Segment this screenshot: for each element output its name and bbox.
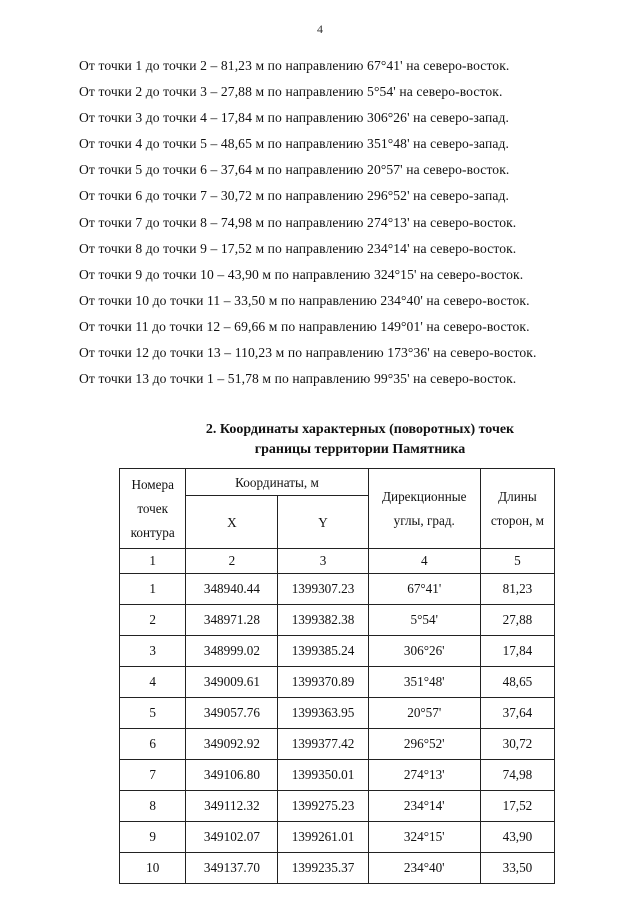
length-cell: 43,90 (480, 822, 554, 853)
table-row (120, 822, 555, 853)
header-x: X (186, 496, 278, 549)
header-point-line-3: контура (130, 524, 175, 540)
y-cell: 1399377.42 (278, 729, 368, 760)
header-lengths-line-1: Длины (498, 488, 537, 504)
angle-cell: 296°52' (368, 729, 480, 760)
y-cell: 1399370.89 (278, 667, 368, 698)
table-row (120, 574, 555, 605)
length-cell: 30,72 (480, 729, 554, 760)
segment-line: От точки 10 до точки 11 – 33,50 м по направлению 234°40' на северо-восток. (79, 292, 530, 308)
column-index-cell: 5 (480, 549, 554, 574)
segment-line: От точки 11 до точки 12 – 69,66 м по направлению 149°01' на северо-восток. (79, 318, 530, 334)
x-cell: 349092.92 (186, 729, 278, 760)
column-index-cell: 3 (278, 549, 368, 574)
header-lengths-line-2: сторон, м (490, 512, 545, 528)
length-cell: 81,23 (480, 574, 554, 605)
header-angles-line-1: Дирекционные (382, 488, 467, 504)
length-cell: 27,88 (480, 605, 554, 636)
segment-line: От точки 9 до точки 10 – 43,90 м по направлению 324°15' на северо-восток. (79, 266, 524, 282)
point-number-cell: 10 (120, 853, 186, 884)
x-cell: 348940.44 (186, 574, 278, 605)
segment-descriptions (79, 53, 620, 392)
segment-line: От точки 1 до точки 2 – 81,23 м по направлению 67°41' на северо-восток. (79, 58, 510, 73)
table-row (120, 636, 555, 667)
angle-cell: 234°14' (368, 791, 480, 822)
y-cell: 1399350.01 (278, 760, 368, 791)
point-number-cell: 9 (120, 822, 186, 853)
segment-line: От точки 12 до точки 13 – 110,23 м по направлению 173°36' на северо-восток. (79, 345, 537, 361)
point-number-cell: 6 (120, 729, 186, 760)
y-cell: 1399382.38 (278, 605, 368, 636)
header-y: Y (278, 496, 368, 549)
y-cell: 1399307.23 (278, 574, 368, 605)
segment-line: От точки 4 до точки 5 – 48,65 м по направлению 351°48' на северо-запад. (79, 136, 509, 152)
x-cell: 349106.80 (186, 760, 278, 791)
angle-cell: 274°13' (368, 760, 480, 791)
column-index-cell: 2 (186, 549, 278, 574)
table-row (120, 667, 555, 698)
table-row (120, 605, 555, 636)
y-cell: 1399385.24 (278, 636, 368, 667)
segment-line: От точки 2 до точки 3 – 27,88 м по направлению 5°54' на северо-восток. (79, 84, 503, 100)
y-cell: 1399261.01 (278, 822, 368, 853)
angle-cell: 20°57' (368, 698, 480, 729)
length-cell: 37,64 (480, 698, 554, 729)
table-row (120, 698, 555, 729)
length-cell: 74,98 (480, 760, 554, 791)
point-number-cell: 5 (120, 698, 186, 729)
header-angles-line-2: углы, град. (393, 512, 455, 528)
segment-line: От точки 7 до точки 8 – 74,98 м по направлению 274°13' на северо-восток. (79, 214, 517, 230)
angle-cell: 234°40' (368, 853, 480, 884)
point-number-cell: 8 (120, 791, 186, 822)
header-side-lengths (480, 469, 554, 549)
column-index-cell: 4 (368, 549, 480, 574)
y-cell: 1399235.37 (278, 853, 368, 884)
y-cell: 1399363.95 (278, 698, 368, 729)
angle-cell: 324°15' (368, 822, 480, 853)
segment-line: От точки 6 до точки 7 – 30,72 м по направлению 296°52' на северо-запад. (79, 188, 509, 204)
angle-cell: 306°26' (368, 636, 480, 667)
segment-line: От точки 8 до точки 9 – 17,52 м по направлению 234°14' на северо-восток. (79, 240, 517, 256)
point-number-cell: 7 (120, 760, 186, 791)
header-coordinates: Координаты, м (186, 469, 368, 496)
angle-cell: 5°54' (368, 605, 480, 636)
angle-cell: 67°41' (368, 574, 480, 605)
length-cell: 17,84 (480, 636, 554, 667)
x-cell: 349009.61 (186, 667, 278, 698)
table-row (120, 729, 555, 760)
section-title-line-1: 2. Координаты характерных (поворотных) точек (205, 422, 515, 437)
table-row (120, 791, 555, 822)
length-cell: 48,65 (480, 667, 554, 698)
point-number-cell: 1 (120, 574, 186, 605)
length-cell: 33,50 (480, 853, 554, 884)
column-index-row (120, 549, 555, 574)
angle-cell: 351°48' (368, 667, 480, 698)
x-cell: 349102.07 (186, 822, 278, 853)
point-number-cell: 3 (120, 636, 186, 667)
section-title-line-2: границы территории Памятника (254, 442, 466, 457)
segment-line: От точки 5 до точки 6 – 37,64 м по направлению 20°57' на северо-восток. (79, 162, 510, 178)
header-point-line-1: Номера (131, 476, 174, 492)
x-cell: 349112.32 (186, 791, 278, 822)
header-point-line-2: точек (137, 500, 169, 516)
point-number-cell: 4 (120, 667, 186, 698)
y-cell: 1399275.23 (278, 791, 368, 822)
column-index-cell: 1 (120, 549, 186, 574)
x-cell: 349057.76 (186, 698, 278, 729)
table-row (120, 760, 555, 791)
point-number-cell: 2 (120, 605, 186, 636)
page-number: 4 (317, 22, 323, 36)
x-cell: 348971.28 (186, 605, 278, 636)
table-row (120, 853, 555, 884)
length-cell: 17,52 (480, 791, 554, 822)
section-title (150, 420, 570, 460)
coordinates-table (119, 468, 555, 884)
header-directional-angles (368, 469, 480, 549)
segment-line: От точки 3 до точки 4 – 17,84 м по направлению 306°26' на северо-запад. (79, 110, 509, 126)
segment-line: От точки 13 до точки 1 – 51,78 м по направлению 99°35' на северо-восток. (79, 371, 517, 387)
x-cell: 348999.02 (186, 636, 278, 667)
x-cell: 349137.70 (186, 853, 278, 884)
header-point-numbers (120, 469, 186, 549)
